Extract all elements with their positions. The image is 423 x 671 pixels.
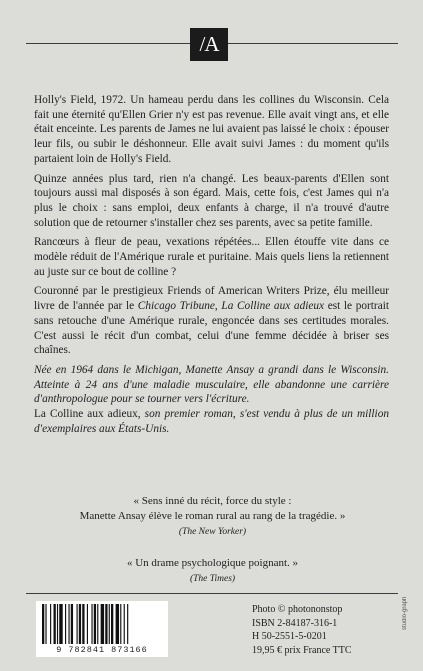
barcode-bar — [101, 604, 104, 644]
barcode-bar — [127, 604, 128, 644]
barcode-bar — [120, 604, 121, 644]
book-title: La Colline aux adieux — [221, 300, 325, 313]
barcode-bar — [82, 604, 84, 644]
prize-sep: , — [214, 300, 222, 313]
bio-book-title: La Colline aux adieux — [34, 408, 138, 421]
barcode-bar — [57, 604, 58, 644]
prize-text-2: est le portrait sans retouche d'une Amérique rurale, engoncée dans ses certitudes morales. C'est aussi le récit d'un combat, celui d'une femme décidée à briser ses chaînes. — [34, 300, 389, 357]
barcode-bar — [45, 604, 46, 644]
author-bio — [34, 363, 389, 437]
barcode-bar — [79, 604, 81, 644]
quote-1-line-2: Manette Ansay élève le roman rural au rang de la tragédie. » — [79, 509, 346, 522]
quote-2-source: (The Times) — [189, 574, 236, 584]
newspaper-name: Chicago Tribune — [137, 300, 215, 313]
barcode-bar — [65, 604, 66, 644]
blurb-paragraph-1: Holly's Field, 1972. Un hameau perdu dans les collines du Wisconsin. Cela fait une éternité qu'Ellen Grier n'y est pas revenue. Elle avait vingt ans, et elle était enceinte. Les parents de James ne lui avaient pas laissé le choix : épouser leur fils, ou subir le déshonneur. Elle avait suivi James : du moment qu'ils partaient loin de Holly's Field. — [34, 94, 389, 165]
bio-text-1: Née en 1964 dans le Michigan, Manette Ansay a grandi dans le Wisconsin. Atteinte à 24 ans d'une maladie musculaire, elle abandonne une carrière d'anthropologue pour se tourner vers l'écriture. — [34, 363, 389, 406]
blurb-paragraph-2: Quinze années plus tard, rien n'a changé. Les beaux-parents d'Ellen sont toujours aussi mal disposés à son égard. Mais, cette fois, c'est James qui n'a plus le choix : sans emploi, deux enfants à charge, il n'a trouvé d'autre solution que de retourner s'installer chez ses parents, avec sa petite famille. — [34, 172, 389, 229]
barcode-bar — [68, 604, 69, 644]
barcode-bar — [91, 604, 92, 644]
price: 19,95 € prix France TTC — [252, 644, 352, 656]
barcode-bar — [87, 604, 88, 644]
bottom-rule — [26, 593, 398, 594]
barcode-bar — [42, 604, 44, 644]
quote-2 — [30, 556, 395, 587]
quote-1-source: (The New Yorker) — [178, 527, 247, 537]
quote-2-line-1: « Un drame psychologique poignant. » — [126, 556, 299, 569]
side-code: studio-graph — [402, 596, 408, 630]
quote-1-line-1: « Sens inné du récit, force du style : — [133, 495, 292, 507]
barcode-bar — [54, 604, 56, 644]
bio-text-2: , son premier roman, s'est vendu à plus de un million d'exemplaires aux États-Unis. — [34, 408, 389, 435]
isbn: ISBN 2-84187-316-1 — [252, 617, 338, 629]
barcode-bar — [97, 604, 98, 644]
barcode-bar — [59, 604, 62, 644]
quote-1 — [30, 494, 395, 540]
barcode-bar — [50, 604, 51, 644]
barcode-bar — [77, 604, 78, 644]
barcode-bar — [124, 604, 125, 644]
press-quotes — [30, 494, 395, 587]
blurb — [34, 93, 389, 441]
barcode-bar — [116, 604, 119, 644]
photo-credit: Photo © photononstop — [252, 604, 343, 615]
barcode — [36, 601, 168, 657]
barcode-bars — [40, 604, 164, 644]
blurb-paragraph-3: Rancœurs à fleur de peau, vexations répétées... Ellen étouffe vite dans ce modèle réduit de l'Amérique rurale et puritaine. Mais quels liens la retiennent au juste sur ce bout de colline ? — [34, 236, 389, 278]
product-code: H 50-2551-5-0201 — [252, 631, 327, 642]
barcode-bar — [111, 604, 113, 644]
publisher-logo: /A — [190, 28, 228, 61]
prize-text-1: Couronné par le prestigieux Friends of American Writers Prize, élu meilleur livre de l'année par le — [34, 285, 389, 313]
barcode-bar — [105, 604, 107, 644]
publication-info — [252, 603, 392, 657]
barcode-bar — [94, 604, 96, 644]
prize-paragraph — [34, 284, 389, 358]
barcode-bar — [109, 604, 110, 644]
barcode-digits: 9 782841 873166 — [56, 645, 148, 655]
barcode-bar — [71, 604, 73, 644]
